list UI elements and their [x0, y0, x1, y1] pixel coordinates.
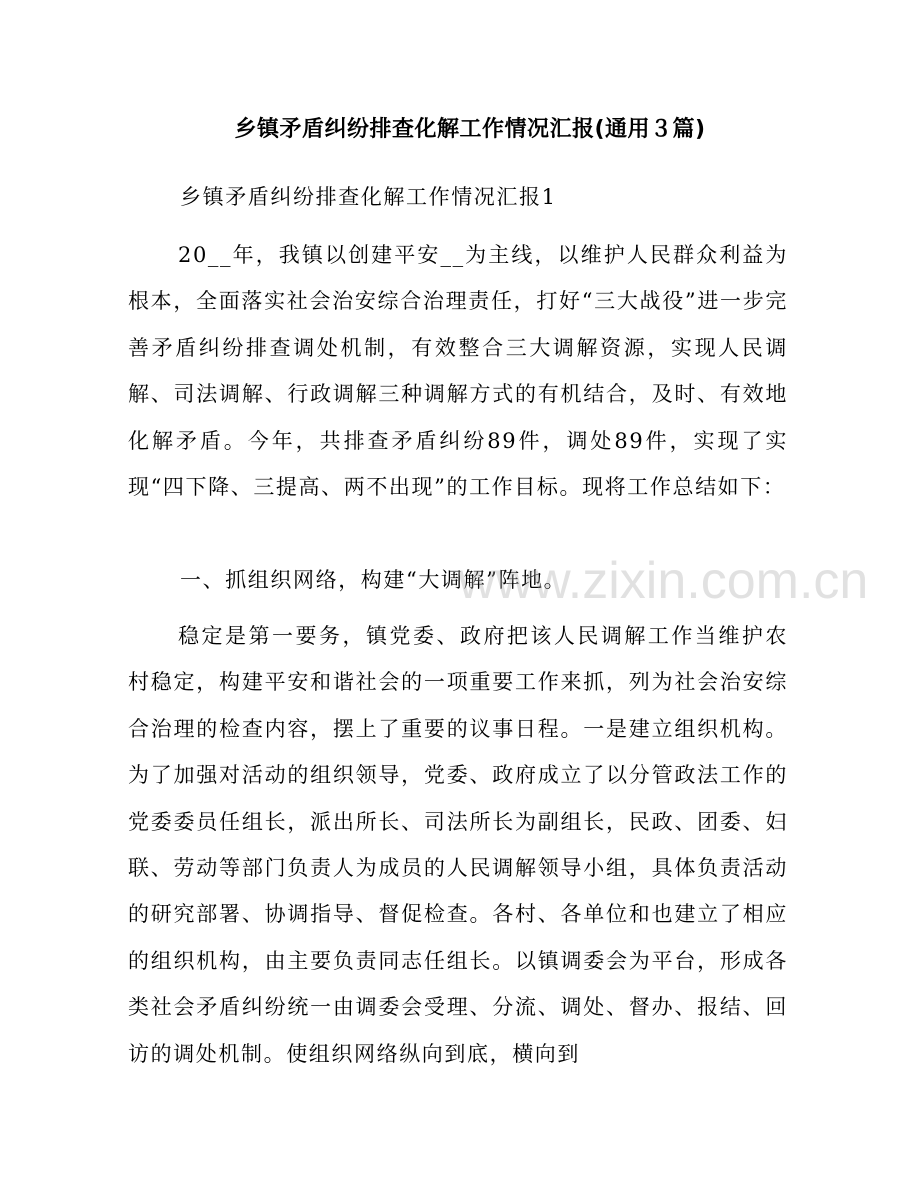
section-heading-1: 一、抓组织网络，构建“大调解”阵地。 — [180, 568, 567, 592]
watermark-text: www.zixin.com.cn — [458, 552, 869, 610]
paragraph-body: 稳定是第一要务，镇党委、政府把该人民调解工作当维护农村稳定，构建平安和谐社会的一项重要工作来抓，列为社会治安综合治理的检查内容，摆上了重要的议事日程。一是建立组织机构。为了加强对活动的组织领导，党委、政府成立了以分管政法工作的党委委员任组长，派出所长、司法所长为副组长，民政、团委、妇联、劳动等部门负责人为成员的人民调解领导小组，具体负责活动的研究部署、协调指导、督促检查。各村、各单位和也建立了相应的组织机构，由主要负责同志任组长。以镇调委会为平台，形成各类社会矛盾纠纷统一由调委会受理、分流、调处、督办、报结、回访的调处机制。使组织网络纵向到底，横向到 — [128, 624, 788, 1066]
section-subtitle: 乡镇矛盾纠纷排查化解工作情况汇报1 — [180, 185, 557, 209]
document-title: 乡镇矛盾纠纷排查化解工作情况汇报(通用３篇) — [234, 117, 706, 142]
paragraph-intro: 20__年，我镇以创建平安__为主线，以维护人民群众利益为根本，全面落实社会治安综合治理责任，打好“三大战役”进一步完善矛盾纠纷排查调处机制，有效整合三大调解资源，实现人民调解、司法调解、行政调解三种调解方式的有机结合，及时、有效地化解矛盾。今年，共排查矛盾纠纷89件，调处89件，实现了实现“四下降、三提高、两不出现”的工作目标。现将工作总结如下： — [128, 243, 788, 500]
